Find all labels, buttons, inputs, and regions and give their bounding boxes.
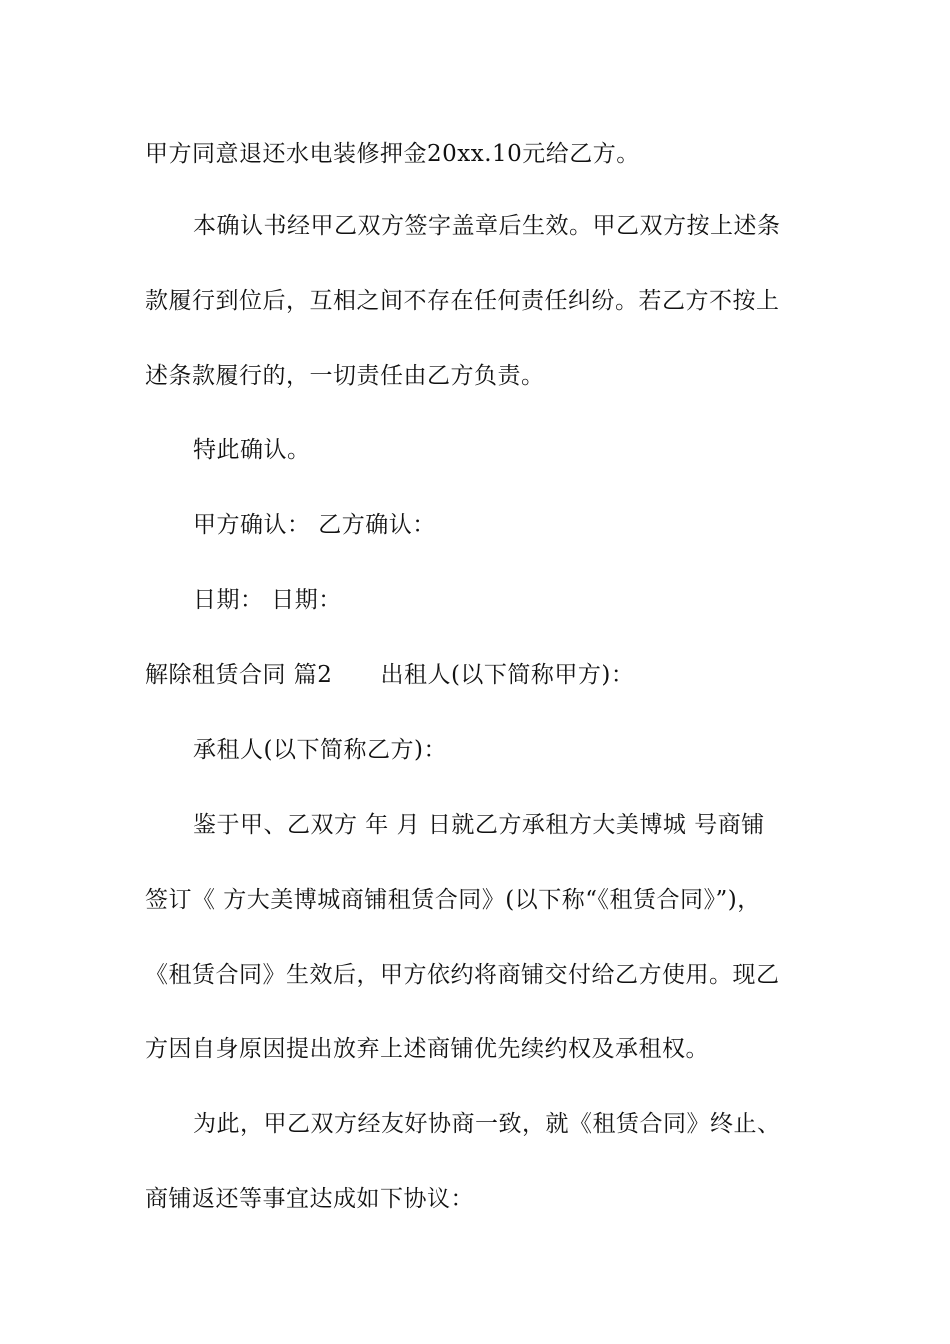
paragraph-line: 述条款履行的，一切责任由乙方负责。 bbox=[145, 363, 545, 389]
section-title: 解除租赁合同 篇2 bbox=[145, 662, 333, 688]
paragraph-line: 签订《 方大美博城商铺租赁合同》(以下称“《租赁合同》”)， bbox=[145, 887, 761, 913]
paragraph-line: 本确认书经甲乙双方签字盖章后生效。甲乙双方按上述条 bbox=[193, 213, 781, 239]
paragraph-line: 甲方同意退还水电装修押金20xx.10元给乙方。 bbox=[145, 141, 640, 167]
date-line: 日期： 日期： bbox=[193, 587, 342, 613]
paragraph-line: 《租赁合同》生效后，甲方依约将商铺交付给乙方使用。现乙 bbox=[145, 962, 780, 988]
paragraph-line: 鉴于甲、乙双方 年 月 日就乙方承租方大美博城 号商铺 bbox=[193, 812, 765, 838]
lessee-label: 承租人(以下简称乙方)： bbox=[193, 737, 447, 763]
paragraph-line: 方因自身原因提出放弃上述商铺优先续约权及承租权。 bbox=[145, 1036, 709, 1062]
paragraph-line: 款履行到位后，互相之间不存在任何责任纠纷。若乙方不按上 bbox=[145, 288, 780, 314]
section-heading-line bbox=[145, 660, 634, 690]
signature-line: 甲方确认： 乙方确认： bbox=[193, 512, 436, 538]
paragraph-line: 特此确认。 bbox=[193, 437, 311, 463]
lessor-label: 出租人(以下简称甲方)： bbox=[380, 662, 635, 688]
paragraph-line: 商铺返还等事宜达成如下协议： bbox=[145, 1186, 474, 1212]
paragraph-line: 为此，甲乙双方经友好协商一致，就《租赁合同》终止、 bbox=[193, 1111, 781, 1137]
